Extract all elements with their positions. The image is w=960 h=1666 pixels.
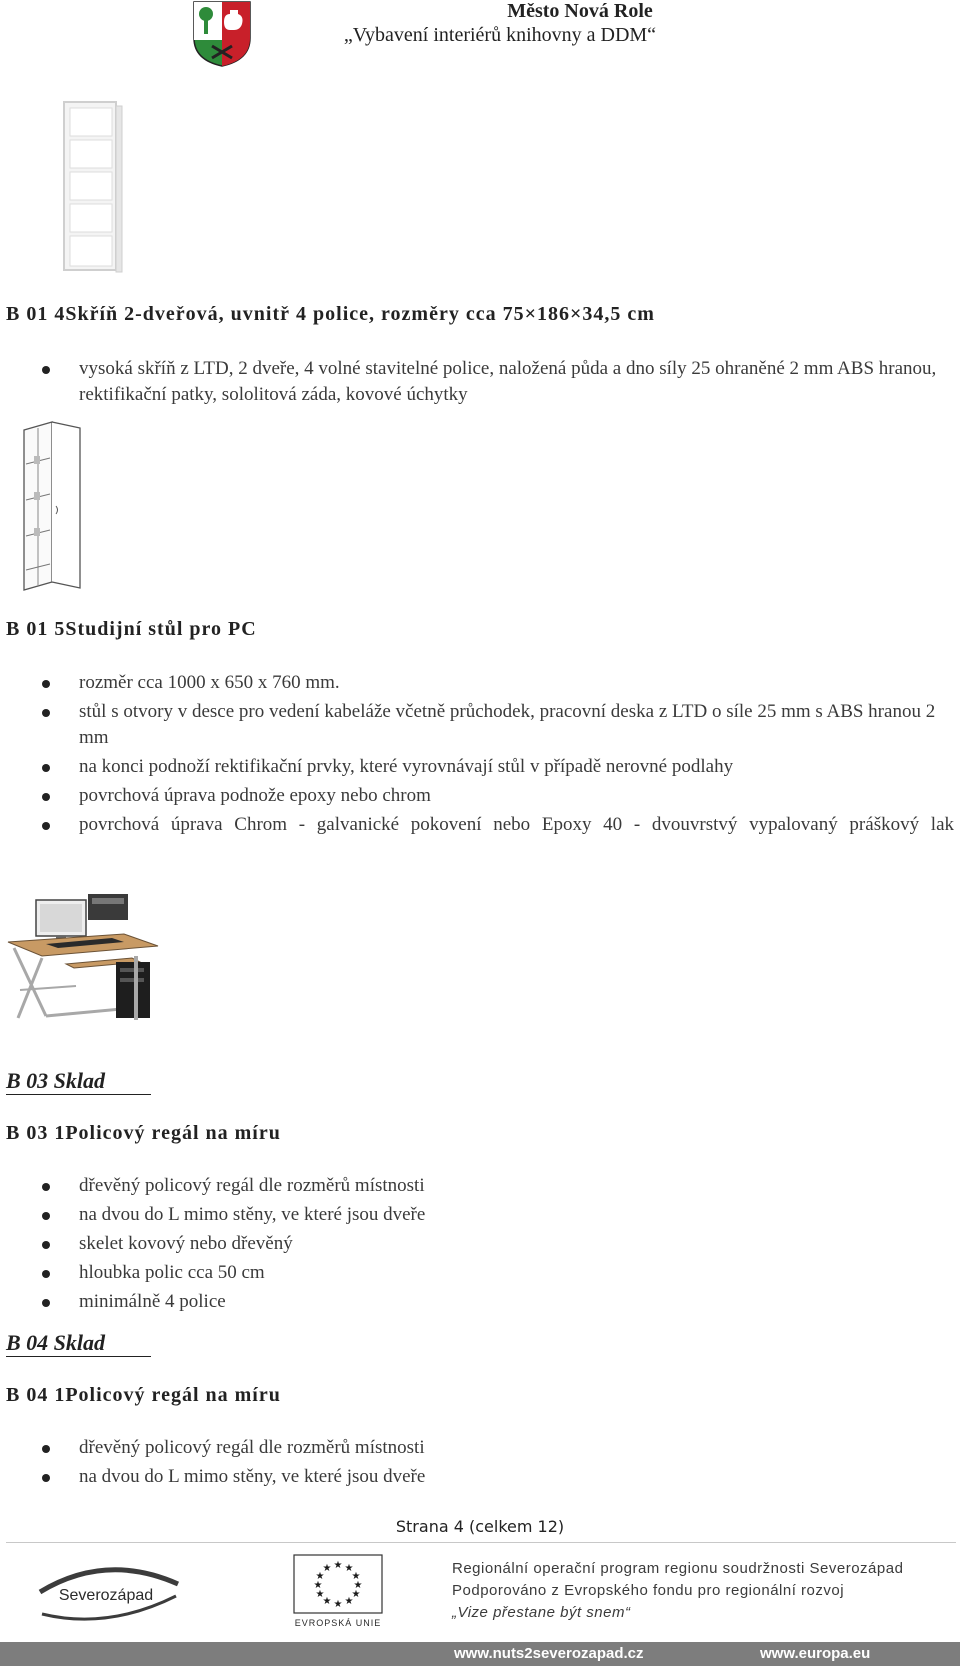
bullet-item: na dvou do L mimo stěny, ve které jsou dveře	[0, 1464, 956, 1490]
item-heading	[6, 303, 655, 326]
logo-text: Severozápad	[58, 1587, 154, 1604]
item-heading	[6, 1122, 281, 1145]
item-bullet-list	[0, 1173, 956, 1318]
item-heading	[6, 618, 257, 641]
bookcase-image	[60, 98, 124, 281]
item-name: Skříň 2-dveřová, uvnitř 4 police, rozměry cca 75×186×34,5 cm	[65, 303, 655, 325]
rop-line: Regionální operační program regionu soudržnosti Severozápad	[452, 1560, 904, 1577]
bullet-item: na dvou do L mimo stěny, ve které jsou dveře	[0, 1202, 956, 1228]
bullet-item: dřevěný policový regál dle rozměrů místnosti	[0, 1173, 956, 1199]
bullet-item: minimálně 4 police	[0, 1289, 956, 1315]
item-name: Studijní stůl pro PC	[65, 618, 257, 640]
bullet-item: povrchová úprava podnože epoxy nebo chrom	[0, 783, 956, 809]
municipal-coat-of-arms	[192, 0, 252, 73]
bullet-item: hloubka polic cca 50 cm	[0, 1260, 956, 1286]
svg-text:★: ★	[333, 1599, 343, 1610]
pc-desk-image	[6, 890, 160, 1035]
section-heading: B 04 Sklad	[6, 1330, 151, 1357]
wardrobe-image	[18, 420, 90, 597]
svg-text:★: ★	[322, 1596, 332, 1607]
svg-text:★: ★	[333, 1560, 343, 1571]
bullet-item: rozměr cca 1000 x 650 x 760 mm.	[0, 670, 956, 696]
header-title: Město Nová Role	[507, 0, 653, 22]
bullet-item: vysoká skříň z LTD, 2 dveře, 4 volné stavitelné police, naložená půda a dno síly 25 ohraněné 2 mm ABS hranou, rektifikační patky, sololitová záda, kovové úchytky	[0, 356, 956, 408]
svg-text:★: ★	[315, 1571, 325, 1582]
bullet-item: povrchová úprava Chrom - galvanické pokovení nebo Epoxy 40 - dvouvrstvý vypalovaný práškový lak	[0, 812, 956, 838]
footer-bar	[0, 1642, 960, 1666]
item-bullet-list	[0, 1435, 956, 1493]
item-code: B 03 1	[6, 1122, 66, 1144]
item-bullet-list	[0, 356, 956, 411]
item-code: B 04 1	[6, 1384, 66, 1406]
item-heading	[6, 1384, 281, 1407]
header-subtitle: „Vybavení interiérů knihovny a DDM“	[343, 24, 657, 46]
severozapad-logo	[36, 1558, 182, 1629]
svg-text:★: ★	[344, 1563, 354, 1574]
bullet-item: stůl s otvory v desce pro vedení kabeláže včetně průchodek, pracovní deska z LTD o síle 25 mm s ABS hranou 2 mm	[0, 699, 956, 751]
url-nuts[interactable]: www.nuts2severozapad.cz	[454, 1645, 644, 1662]
section-heading: B 03 Sklad	[6, 1068, 151, 1095]
svg-text:★: ★	[351, 1589, 361, 1600]
svg-text:★: ★	[313, 1580, 323, 1591]
page-number: Strana 4 (celkem 12)	[395, 1517, 565, 1536]
svg-text:★: ★	[344, 1596, 354, 1607]
item-bullet-list	[0, 670, 956, 841]
svg-text:★: ★	[322, 1563, 332, 1574]
bullet-item: skelet kovový nebo dřevěný	[0, 1231, 956, 1257]
bullet-item: na konci podnoží rektifikační prvky, které vyrovnávají stůl v případě nerovné podlahy	[0, 754, 956, 780]
svg-text:★: ★	[353, 1580, 363, 1591]
item-name: Policový regál na míru	[65, 1122, 281, 1144]
item-code: B 01 5	[6, 618, 66, 640]
item-name: Policový regál na míru	[65, 1384, 281, 1406]
svg-text:★: ★	[351, 1571, 361, 1582]
svg-text:★: ★	[315, 1589, 325, 1600]
bullet-item: dřevěný policový regál dle rozměrů místnosti	[0, 1435, 956, 1461]
rop-line: Podporováno z Evropského fondu pro regionální rozvoj	[452, 1582, 845, 1599]
item-code: B 01 4	[6, 303, 66, 325]
eu-caption: EVROPSKÁ UNIE	[294, 1618, 382, 1628]
url-europa[interactable]: www.europa.eu	[760, 1645, 871, 1662]
rop-slogan: „Vize přestane být snem“	[452, 1604, 631, 1621]
footer-divider	[6, 1542, 956, 1543]
